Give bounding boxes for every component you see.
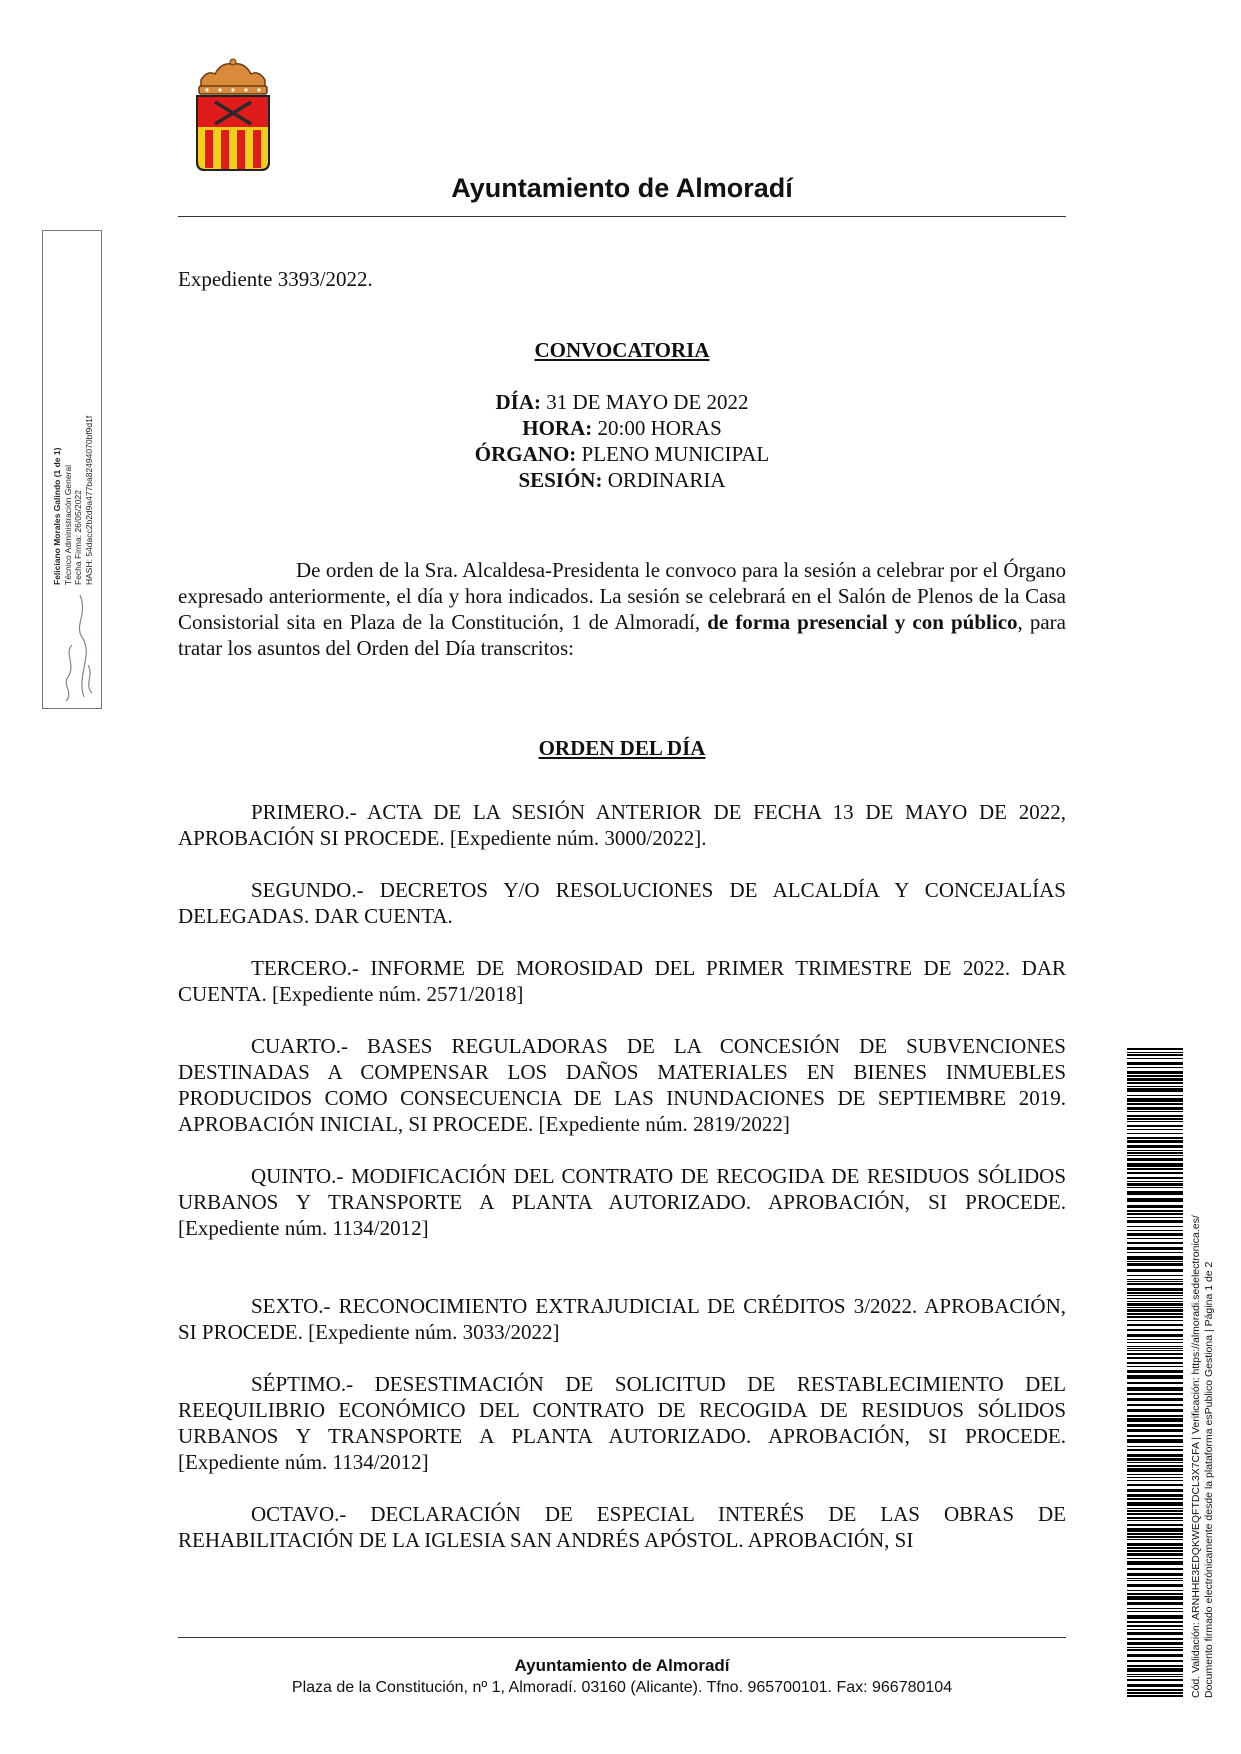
barcode-bar xyxy=(1127,1494,1183,1497)
barcode-bar xyxy=(1127,1547,1183,1549)
barcode-bar xyxy=(1127,1477,1183,1478)
barcode-bar xyxy=(1127,1536,1183,1538)
barcode-bar xyxy=(1127,1220,1183,1223)
barcode-bar xyxy=(1127,1593,1183,1595)
barcode-bar xyxy=(1127,1346,1183,1347)
barcode-bar xyxy=(1127,1642,1183,1645)
barcode-bar xyxy=(1127,1435,1183,1437)
barcode-bar xyxy=(1127,1247,1183,1250)
barcode-bar xyxy=(1127,1133,1183,1134)
barcode-bar xyxy=(1127,1357,1183,1359)
barcode-bar xyxy=(1127,1366,1183,1367)
barcode-bar xyxy=(1127,1632,1183,1635)
barcode-bar xyxy=(1127,1230,1183,1231)
barcode-bar xyxy=(1127,1191,1183,1195)
barcode-bar xyxy=(1127,1098,1183,1102)
barcode-bar xyxy=(1127,1375,1183,1379)
barcode-bar xyxy=(1127,1118,1183,1120)
footer-address: Plaza de la Constitución, nº 1, Almoradí. 03160 (Alicante). Tfno. 965700101. Fax: 966780104 xyxy=(291,1679,953,1696)
signature-text xyxy=(52,355,94,585)
intro-paragraph: De orden de la Sra. Alcaldesa-Presidenta le convoco para la sesión a celebrar por el Órgano expresado anteriormente, el día y hora indicados. La sesión se celebrará en el Salón de Plenos de la Casa Consistorial sita en Plaza de la Constitución, 1 de Almoradí, de forma presencial y con público, para tratar los asuntos del Orden del Día transcritos: xyxy=(178,558,1066,660)
barcode-bar xyxy=(1127,1168,1183,1170)
barcode-bar xyxy=(1127,1210,1183,1212)
expediente-number: Expediente 3393/2022. xyxy=(178,267,373,291)
barcode-bar xyxy=(1127,1528,1183,1532)
barcode-bar xyxy=(1127,1187,1183,1188)
barcode-bar xyxy=(1127,1629,1183,1630)
barcode-bar xyxy=(1127,1454,1183,1457)
barcode-bar xyxy=(1127,1283,1183,1285)
barcode-bar xyxy=(1127,1088,1183,1092)
barcode-bar xyxy=(1127,1261,1183,1262)
barcode-bar xyxy=(1127,1370,1183,1373)
signer-role: Técnico Administración General xyxy=(62,464,73,585)
barcode-bar xyxy=(1127,1615,1183,1619)
barcode-bar xyxy=(1127,1339,1183,1340)
agenda-item: TERCERO.- INFORME DE MOROSIDAD DEL PRIMER TRIMESTRE DE 2022. DAR CUENTA. [Expediente núm. 2571/2018] xyxy=(178,956,1066,1006)
handwritten-signature xyxy=(54,585,100,703)
barcode-bar xyxy=(1127,1082,1183,1084)
barcode-bar xyxy=(1127,1150,1183,1151)
barcode-bar xyxy=(1127,1281,1183,1282)
barcode-bar xyxy=(1127,1263,1183,1266)
barcode-bar xyxy=(1127,1295,1183,1296)
barcode-bar xyxy=(1127,1086,1183,1087)
agenda-item: SEXTO.- RECONOCIMIENTO EXTRAJUDICIAL DE CRÉDITOS 3/2022. APROBACIÓN, SI PROCEDE. [Expediente núm. 3033/2022] xyxy=(178,1294,1066,1344)
barcode-bar xyxy=(1127,1313,1183,1315)
barcode-bar xyxy=(1127,1674,1183,1675)
barcode-bar xyxy=(1127,1513,1183,1515)
footer-divider xyxy=(178,1637,1066,1638)
barcode-bar xyxy=(1127,1362,1183,1364)
shield-icon xyxy=(197,96,269,170)
barcode-bar xyxy=(1127,1695,1183,1697)
barcode-bar xyxy=(1127,1111,1183,1112)
barcode-bar xyxy=(1127,1303,1183,1306)
barcode-bar xyxy=(1127,1578,1183,1579)
session-meta xyxy=(178,389,1066,493)
agenda-item: QUINTO.- MODIFICACIÓN DEL CONTRATO DE RECOGIDA DE RESIDUOS SÓLIDOS URBANOS Y TRANSPORTE A PLANTA AUTORIZADO. APROBACIÓN, SI PROCEDE. [Expediente núm. 1134/2012] xyxy=(178,1164,1066,1240)
barcode-bar xyxy=(1127,1679,1183,1681)
barcode-bar xyxy=(1127,1415,1183,1417)
barcode-bar xyxy=(1127,1177,1183,1179)
barcode-bar xyxy=(1127,1288,1183,1291)
barcode-bar xyxy=(1127,1242,1183,1244)
barcode-bar xyxy=(1127,1449,1183,1451)
barcode-bar xyxy=(1127,1660,1183,1662)
barcode-bar xyxy=(1127,1387,1183,1391)
barcode-bar xyxy=(1127,1067,1183,1068)
barcode-bar xyxy=(1127,1320,1183,1321)
barcode-bar xyxy=(1127,1329,1183,1331)
header-divider xyxy=(178,216,1066,217)
barcode-bar xyxy=(1127,1404,1183,1406)
barcode-bar xyxy=(1127,1226,1183,1227)
barcode-bar xyxy=(1127,1429,1183,1432)
agenda-item: CUARTO.- BASES REGULADORAS DE LA CONCESIÓN DE SUBVENCIONES DESTINADAS A COMPENSAR LOS DAÑOS MATERIALES EN BIENES INMUEBLES PRODUCIDOS COMO CONSECUENCIA DE LAS INUNDACIONES DE SEPTIEMBRE 2019. APROBACIÓN INICIAL, SI PROCEDE. [Expediente núm. 2819/2022] xyxy=(178,1034,1066,1136)
barcode-bar xyxy=(1127,1480,1183,1481)
barcode-bar xyxy=(1127,1489,1183,1492)
barcode-bar xyxy=(1127,1382,1183,1384)
validation-platform: Documento firmado electrónicamente desde la plataforma esPublico Gestiona | Página 1 de 2 xyxy=(1203,1261,1215,1698)
barcode-bar xyxy=(1127,1465,1183,1467)
header-title: Ayuntamiento de Almoradí xyxy=(451,173,793,203)
barcode-bar xyxy=(1127,1689,1183,1691)
barcode-bar xyxy=(1127,1418,1183,1422)
barcode-bar xyxy=(1127,1398,1183,1401)
barcode-bar xyxy=(1127,1649,1183,1651)
barcode-bar xyxy=(1127,1075,1183,1077)
barcode-bar xyxy=(1127,1484,1183,1486)
barcode-bar xyxy=(1127,1676,1183,1677)
barcode-bar xyxy=(1127,1181,1183,1182)
meta-session: SESIÓN: ORDINARIA xyxy=(518,468,726,492)
barcode-bar xyxy=(1127,1584,1183,1587)
barcode-bar xyxy=(1127,1424,1183,1427)
barcode-bar xyxy=(1127,1140,1183,1143)
barcode-bar xyxy=(1127,1155,1183,1156)
barcode-bar xyxy=(1127,1217,1183,1218)
barcode-bar xyxy=(1127,1543,1183,1546)
agenda-item: SEGUNDO.- DECRETOS Y/O RESOLUCIONES DE ALCALDÍA Y CONCEJALÍAS DELEGADAS. DAR CUENTA. xyxy=(178,878,1066,928)
barcode-bar xyxy=(1127,1316,1183,1318)
barcode-bar xyxy=(1127,1125,1183,1127)
barcode-bar xyxy=(1127,1348,1183,1349)
barcode-bar xyxy=(1127,1078,1183,1081)
crown-icon xyxy=(199,59,267,94)
barcode-bar xyxy=(1127,1553,1183,1556)
barcode-bar xyxy=(1127,1048,1183,1050)
barcode-bar xyxy=(1127,1275,1183,1276)
barcode-bar xyxy=(1127,1152,1183,1154)
barcode-bar xyxy=(1127,1256,1183,1260)
barcode-bar xyxy=(1127,1292,1183,1294)
signature-hash: HASH: 54dacc2b2d9a477ba82494070bf9d1f xyxy=(83,415,94,585)
barcode-bar xyxy=(1127,1520,1183,1521)
barcode-bar xyxy=(1127,1638,1183,1640)
barcode-bar xyxy=(1127,1647,1183,1648)
barcode-bar xyxy=(1127,1115,1183,1117)
footer-name: Ayuntamiento de Almoradí xyxy=(514,1656,730,1675)
meta-time: HORA: 20:00 HORAS xyxy=(522,416,722,440)
barcode-bar xyxy=(1127,1307,1183,1308)
barcode-bar xyxy=(1127,1393,1183,1395)
barcode-bar xyxy=(1127,1071,1183,1074)
barcode-bar xyxy=(1127,1350,1183,1351)
barcode-bar xyxy=(1127,1205,1183,1208)
barcode-bar xyxy=(1127,1054,1183,1056)
barcode-bar xyxy=(1127,1279,1183,1280)
barcode-bar xyxy=(1127,1269,1183,1272)
barcode-bar xyxy=(1127,1611,1183,1612)
barcode-bar xyxy=(1127,1539,1183,1540)
meta-day: DÍA: 31 DE MAYO DE 2022 xyxy=(495,390,749,414)
coat-of-arms-logo xyxy=(193,58,273,173)
barcode-bar xyxy=(1127,1198,1183,1202)
barcode-bar xyxy=(1127,1163,1183,1167)
barcode-bar xyxy=(1127,1621,1183,1623)
barcode-bar xyxy=(1127,1145,1183,1148)
barcode-bar xyxy=(1127,1052,1183,1053)
signature-date: Fecha Firma: 26/05/2022 xyxy=(73,490,83,585)
barcode-bar xyxy=(1127,1474,1183,1475)
barcode-bar xyxy=(1127,1129,1183,1130)
barcode-bar xyxy=(1127,1213,1183,1215)
barcode-bar xyxy=(1127,1692,1183,1694)
barcode-bar xyxy=(1127,1510,1183,1512)
barcode-bar xyxy=(1127,1654,1183,1657)
barcode-bar xyxy=(1127,1462,1183,1463)
barcode-bar xyxy=(1127,1353,1183,1355)
barcode-bar xyxy=(1127,1233,1183,1236)
barcode-bar xyxy=(1127,1298,1183,1299)
validation-barcode xyxy=(1127,1048,1183,1698)
agenda-item: PRIMERO.- ACTA DE LA SESIÓN ANTERIOR DE FECHA 13 DE MAYO DE 2022, APROBACIÓN SI PROCEDE. [Expediente núm. 3000/2022]. xyxy=(178,800,1066,850)
convocatoria-title: CONVOCATORIA xyxy=(534,338,710,362)
barcode-bar xyxy=(1127,1668,1183,1672)
barcode-bar xyxy=(1127,1517,1183,1519)
barcode-bar xyxy=(1127,1334,1183,1337)
barcode-bar xyxy=(1127,1573,1183,1576)
orden-del-dia-title: ORDEN DEL DÍA xyxy=(538,736,706,760)
validation-code: Cód. Validación: ARNHHE3EDQKWEQFTDCL3X7CFA | Verificación: https://almoradi.sedelectronica.es/ xyxy=(1190,1215,1202,1698)
agenda-item: SÉPTIMO.- DESESTIMACIÓN DE SOLICITUD DE RESTABLECIMIENTO DEL REEQUILIBRIO ECONÓMICO DEL CONTRATO DE RECOGIDA DE RESIDUOS SÓLIDOS URBANOS Y TRANSPORTE A PLANTA AUTORIZADO. APROBACIÓN, SI PROCEDE. [Expediente núm. 1134/2012] xyxy=(178,1372,1066,1474)
barcode-bar xyxy=(1127,1252,1183,1253)
barcode-bar xyxy=(1127,1439,1183,1443)
validation-text xyxy=(1190,1038,1216,1698)
barcode-bar xyxy=(1127,1468,1183,1472)
barcode-bar xyxy=(1127,1524,1183,1526)
barcode-bar xyxy=(1127,1409,1183,1412)
agenda-item: OCTAVO.- DECLARACIÓN DE ESPECIAL INTERÉS DE LAS OBRAS DE REHABILITACIÓN DE LA IGLESIA SAN ANDRÉS APÓSTOL. APROBACIÓN, SI xyxy=(178,1502,1066,1552)
barcode-bar xyxy=(1127,1301,1183,1302)
agenda-list xyxy=(178,799,1066,1553)
barcode-bar xyxy=(1127,1342,1183,1343)
signer-name: Feliciano Morales Galindo (1 de 1) xyxy=(52,447,62,585)
barcode-bar xyxy=(1127,1533,1183,1535)
barcode-bar xyxy=(1127,1596,1183,1600)
barcode-bar xyxy=(1127,1561,1183,1565)
barcode-bar xyxy=(1127,1665,1183,1667)
barcode-bar xyxy=(1127,1590,1183,1591)
barcode-bar xyxy=(1127,1183,1183,1186)
barcode-bar xyxy=(1127,1309,1183,1312)
barcode-bar xyxy=(1127,1103,1183,1105)
barcode-bar xyxy=(1127,1446,1183,1447)
barcode-bar xyxy=(1127,1324,1183,1326)
barcode-bar xyxy=(1127,1158,1183,1161)
barcode-bar xyxy=(1127,1550,1183,1552)
barcode-bar xyxy=(1127,1095,1183,1096)
barcode-bar xyxy=(1127,1508,1183,1509)
barcode-bar xyxy=(1127,1058,1183,1059)
barcode-bar xyxy=(1127,1458,1183,1461)
barcode-bar xyxy=(1127,1502,1183,1506)
barcode-bar xyxy=(1127,1684,1183,1687)
barcode-bar xyxy=(1127,1062,1183,1065)
barcode-bar xyxy=(1127,1558,1183,1559)
barcode-bar xyxy=(1127,1568,1183,1570)
barcode-bar xyxy=(1127,1172,1183,1174)
barcode-bar xyxy=(1127,1498,1183,1500)
meta-organ: ÓRGANO: PLENO MUNICIPAL xyxy=(474,442,770,466)
barcode-bar xyxy=(1127,1608,1183,1609)
barcode-bar xyxy=(1127,1602,1183,1605)
barcode-bar xyxy=(1127,1238,1183,1239)
barcode-bar xyxy=(1127,1625,1183,1627)
barcode-bar xyxy=(1127,1107,1183,1110)
barcode-bar xyxy=(1127,1137,1183,1139)
barcode-bar xyxy=(1127,1121,1183,1122)
barcode-bar xyxy=(1127,1580,1183,1581)
